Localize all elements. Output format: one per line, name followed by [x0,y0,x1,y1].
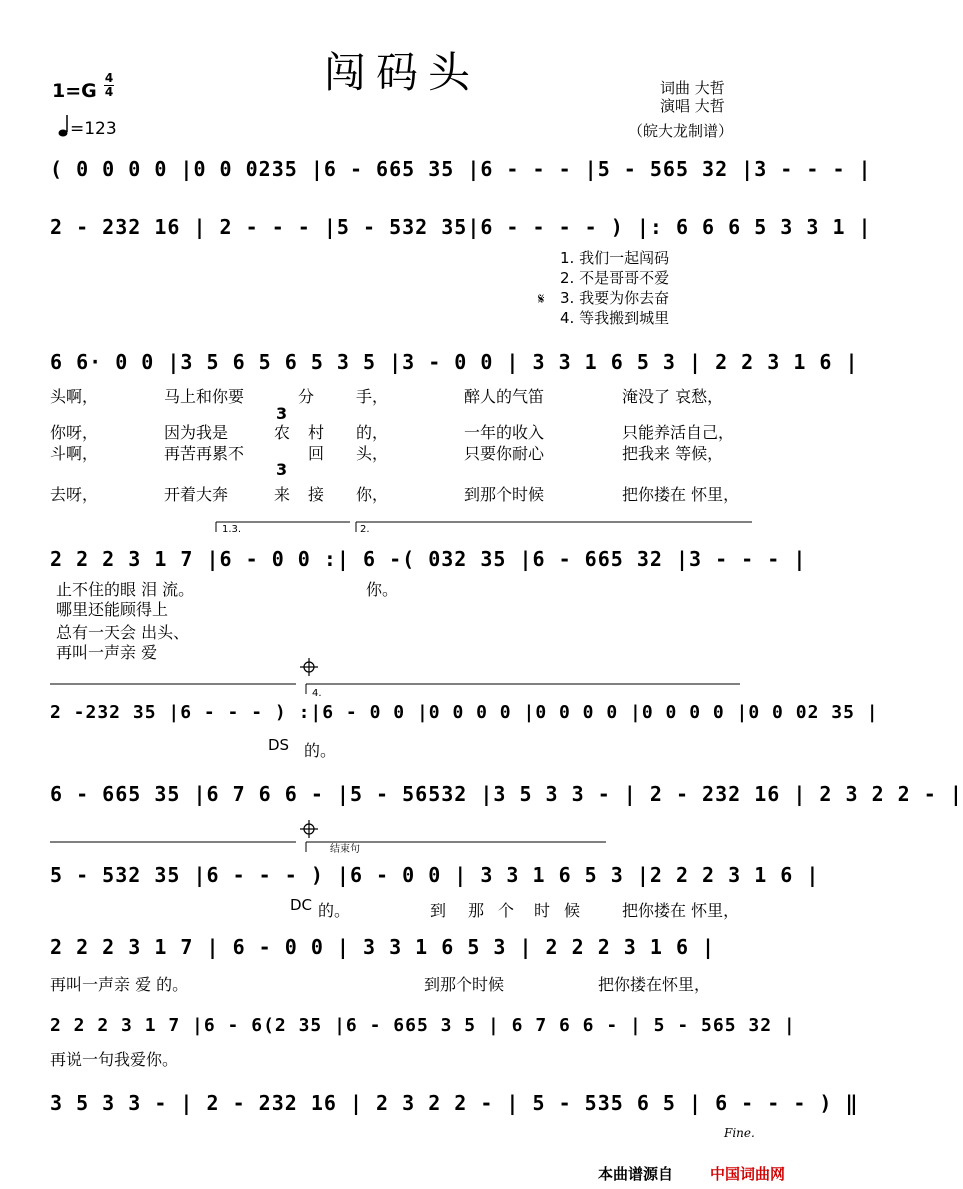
lyric: 把你搂在 怀里， [622,485,740,504]
triplet-mark: 3 [276,460,288,479]
lyric: 把你搂在怀里， [598,975,711,994]
volta-2: 2. [360,524,370,535]
lyric: 回 [308,444,325,463]
lyric: 马上和你要 [164,387,245,406]
staff-line-1: ( 0 0 0 0 |0 0 0235 |6 - 665 35 |6 - - - |5 - 565 32 |3 - - - | [50,157,872,181]
key-signature: 1=G [52,80,97,102]
lyric: 再说一句我爱你。 [50,1050,179,1069]
lyric: 止不住的眼 泪 流。 [56,580,195,599]
lyric: 去呀， [50,485,99,504]
lyric: 只要你耐心 [464,444,545,463]
staff-line-8: 2 2 2 3 1 7 | 6 - 0 0 | 3 3 1 6 5 3 | 2 2 2 3 1 6 | [50,935,716,959]
lyric: 手， [356,387,389,406]
lyric: 斗啊， [50,444,99,463]
lyric: 再苦再累不 [164,444,245,463]
lyric: 村 [308,423,325,442]
lyric: 哪里还能顾得上 [56,600,169,619]
verse-4: 4. 等我搬到城里 [560,309,670,327]
lyric: 到那个时候 [464,485,545,504]
segno-icon: 𝄋 [538,290,545,308]
dc-marking: DC [290,896,313,914]
staff-line-9: 2 2 2 3 1 7 |6 - 6(2 35 |6 - 665 3 5 | 6 7 6 6 - | 5 - 565 32 | [50,1015,796,1036]
volta-4: 4. [312,688,322,699]
lyric: 头， [356,444,389,463]
lyric: 来 [274,485,291,504]
lyric: 你， [356,485,389,504]
staff-line-10: 3 5 3 3 - | 2 - 232 16 | 2 3 2 2 - | 5 - 535 6 5 | 6 - - - ) ‖ [50,1091,859,1115]
volta-1-3: 1.3. [222,524,242,535]
lyric: 到 [430,901,447,920]
lyric: 淹没了 哀愁， [622,387,724,406]
verse-3: 3. 我要为你去奋 [560,289,670,307]
source-site: 中国词曲网 [710,1165,786,1183]
staff-line-7: 5 - 532 35 |6 - - - ) |6 - 0 0 | 3 3 1 6 5 3 |2 2 2 3 1 6 | [50,863,820,887]
lyric: 的。 [318,901,351,920]
lyric: 把我来 等候， [622,444,724,463]
lyric: 只能养活自己， [622,423,735,442]
staff-line-6: 6 - 665 35 |6 7 6 6 - |5 - 56532 |3 5 3 3 - | 2 - 232 16 | 2 3 2 2 - | [50,782,963,806]
fine-marking: Fine. [724,1126,755,1140]
lyric: 候 [564,901,581,920]
staff-line-3: 6 6· 0 0 |3 5 6 5 6 5 3 5 |3 - 0 0 | 3 3 1 6 5 3 | 2 2 3 1 6 | [50,350,859,374]
lyric: 接 [308,485,325,504]
lyric: 的， [356,423,389,442]
source-label: 本曲谱源自 [598,1165,674,1183]
lyric: 头啊， [50,387,99,406]
verse-2: 2. 不是哥哥不爱 [560,269,670,287]
lyric: 醉人的气笛 [464,387,545,406]
staff-line-4: 2 2 2 3 1 7 |6 - 0 0 :| 6 -( 032 35 |6 - 665 32 |3 - - - | [50,547,807,571]
triplet-mark: 3 [276,404,288,423]
lyric: 把你搂在 怀里， [622,901,740,920]
coda-label: 结束句 [330,844,360,855]
lyric: 开着大奔 [164,485,229,504]
staff-line-5: 2 -232 35 |6 - - - ) :|6 - 0 0 |0 0 0 0 |0 0 0 0 |0 0 0 0 |0 0 02 35 | [50,702,879,723]
lyric: 一年的收入 [464,423,545,442]
lyric: 再叫一声亲 爱 [56,643,158,662]
score-maker: （皖大龙制谱） [628,122,734,140]
credit-singer: 演唱 大哲 [660,97,725,115]
lyric: 那 [468,901,485,920]
song-title: 闯码头 [323,48,480,97]
lyric: 因为我是 [164,423,229,442]
lyric: 农 [274,423,291,442]
lyric: 个 [498,901,515,920]
staff-line-2: 2 - 232 16 | 2 - - - |5 - 532 35|6 - - - - ) |: 6 6 6 5 3 3 1 | [50,215,872,239]
lyric: 再叫一声亲 爱 的。 [50,975,189,994]
lyric: 你。 [366,580,399,599]
lyric: 分 [298,387,315,406]
lyric: 你呀， [50,423,99,442]
verse-1: 1. 我们一起闯码 [560,249,670,267]
lyric: 到那个时候 [424,975,505,994]
credit-lyrics-music: 词曲 大哲 [660,79,725,97]
lyric: 总有一天会 出头、 [56,623,190,642]
lyric: 的。 [304,741,337,760]
lyric: 时 [534,901,551,920]
time-bottom: 4 [104,85,114,99]
time-top: 4 [104,71,114,85]
tempo-marking: =123 [70,119,117,139]
ds-marking: DS [268,736,290,754]
